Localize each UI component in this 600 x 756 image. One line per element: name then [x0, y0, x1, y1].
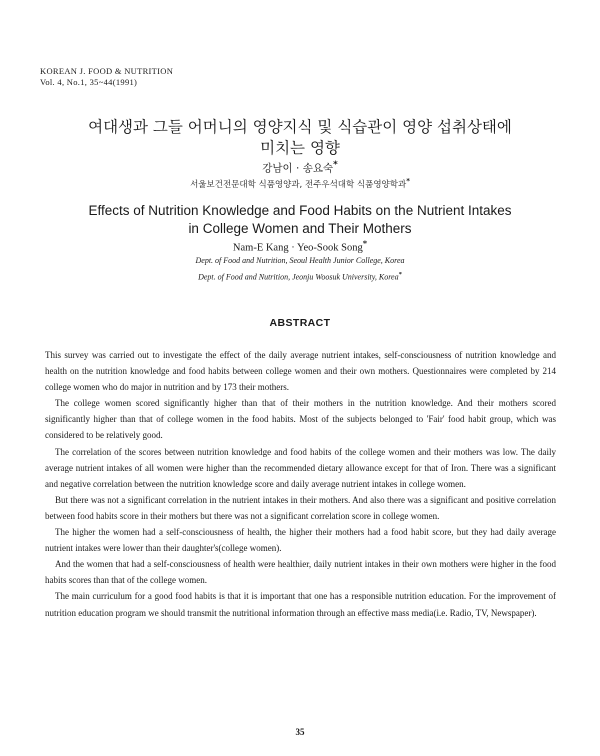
english-title-line-1: Effects of Nutrition Knowledge and Food Habits on the Nutrient Intakes	[88, 203, 512, 218]
korean-title	[0, 117, 600, 159]
page-number: 35	[295, 727, 305, 737]
abstract-paragraph: The college women scored significantly higher than that of their mothers in the nutrition knowledge. And their mothers scored significantly higher than that of college women in the food habits. Most of the subjects belonged to 'Fair' food habit group, which was considered to be relatively good.	[45, 398, 556, 441]
korean-affiliation-text: 서울보건전문대학 식품영양과, 전주우석대학 식품영양학과	[190, 179, 407, 190]
abstract-paragraph: This survey was carried out to investigate the effect of the daily average nutrient intakes, self-consciousness of nutrition knowledge and health on the nutrition knowledge and food habits between college women and their own mothers. Questionnaires were completed by 214 college women who do major in nutrition and by 173 their mothers.	[45, 350, 556, 393]
abstract-paragraph: But there was not a significant correlation in the nutrient intakes in their mothers. And also there was a significant and positive correlation between food habits score in their mothers but there was not a significant correlation score in college women.	[45, 494, 556, 521]
korean-title-line-1: 여대생과 그들 어머니의 영양지식 및 식습관이 영양 섭취상태에	[88, 118, 512, 136]
korean-affiliation	[0, 176, 600, 190]
korean-affiliation-mark: *	[406, 176, 410, 185]
english-author-mark: *	[362, 238, 368, 248]
english-affiliation-2-mark: *	[398, 271, 402, 278]
abstract-paragraph: The correlation of the scores between nutrition knowledge and food habits of the college women and their mothers was low. The daily average nutrient intakes of all women were higher than the recommended dietary allowance except for that of Iron. There was a significant and negative correlation between the nutrition knowledge score and daily average nutrient intakes in college women.	[45, 446, 556, 489]
korean-authors	[0, 160, 600, 176]
abstract-heading: ABSTRACT	[269, 317, 331, 329]
english-affiliation-2	[0, 271, 600, 282]
english-affiliation-1: Dept. of Food and Nutrition, Seoul Health Junior College, Korea	[195, 256, 405, 265]
korean-author-mark: *	[333, 160, 338, 170]
abstract-paragraph: The higher the women had a self-consciousness of health, the higher their mothers had a food habit score, but they had daily average nutrient intakes were lower than their daughter's(college women).	[45, 527, 556, 554]
english-authors	[0, 238, 600, 254]
journal-header	[40, 66, 173, 88]
english-title	[0, 202, 600, 238]
journal-volume: Vol. 4, No.1, 35~44(1991)	[40, 77, 138, 87]
english-title-line-2: in College Women and Their Mothers	[188, 221, 412, 236]
abstract-body	[45, 347, 556, 621]
abstract-paragraph: The main curriculum for a good food habits is that it is important that one has a responsible nutrition education. For the improvement of nutrition education program we should transmit the nutritional information through an effective mass media(i.e. Radio, TV, Newspaper).	[45, 591, 556, 618]
journal-name: KOREAN J. FOOD & NUTRITION	[40, 66, 174, 76]
korean-author-names: 강남이 · 송요숙	[262, 162, 334, 175]
english-affiliation-2-text: Dept. of Food and Nutrition, Jeonju Woosuk University, Korea	[198, 272, 399, 282]
english-author-names: Nam-E Kang · Yeo-Sook Song	[232, 242, 363, 254]
abstract-paragraph: And the women that had a self-consciousness of health were healthier, daily nutrient intakes in their own mothers were higher in the food habits scores than that of the college women.	[45, 559, 556, 586]
korean-title-line-2: 미치는 영향	[260, 139, 340, 157]
